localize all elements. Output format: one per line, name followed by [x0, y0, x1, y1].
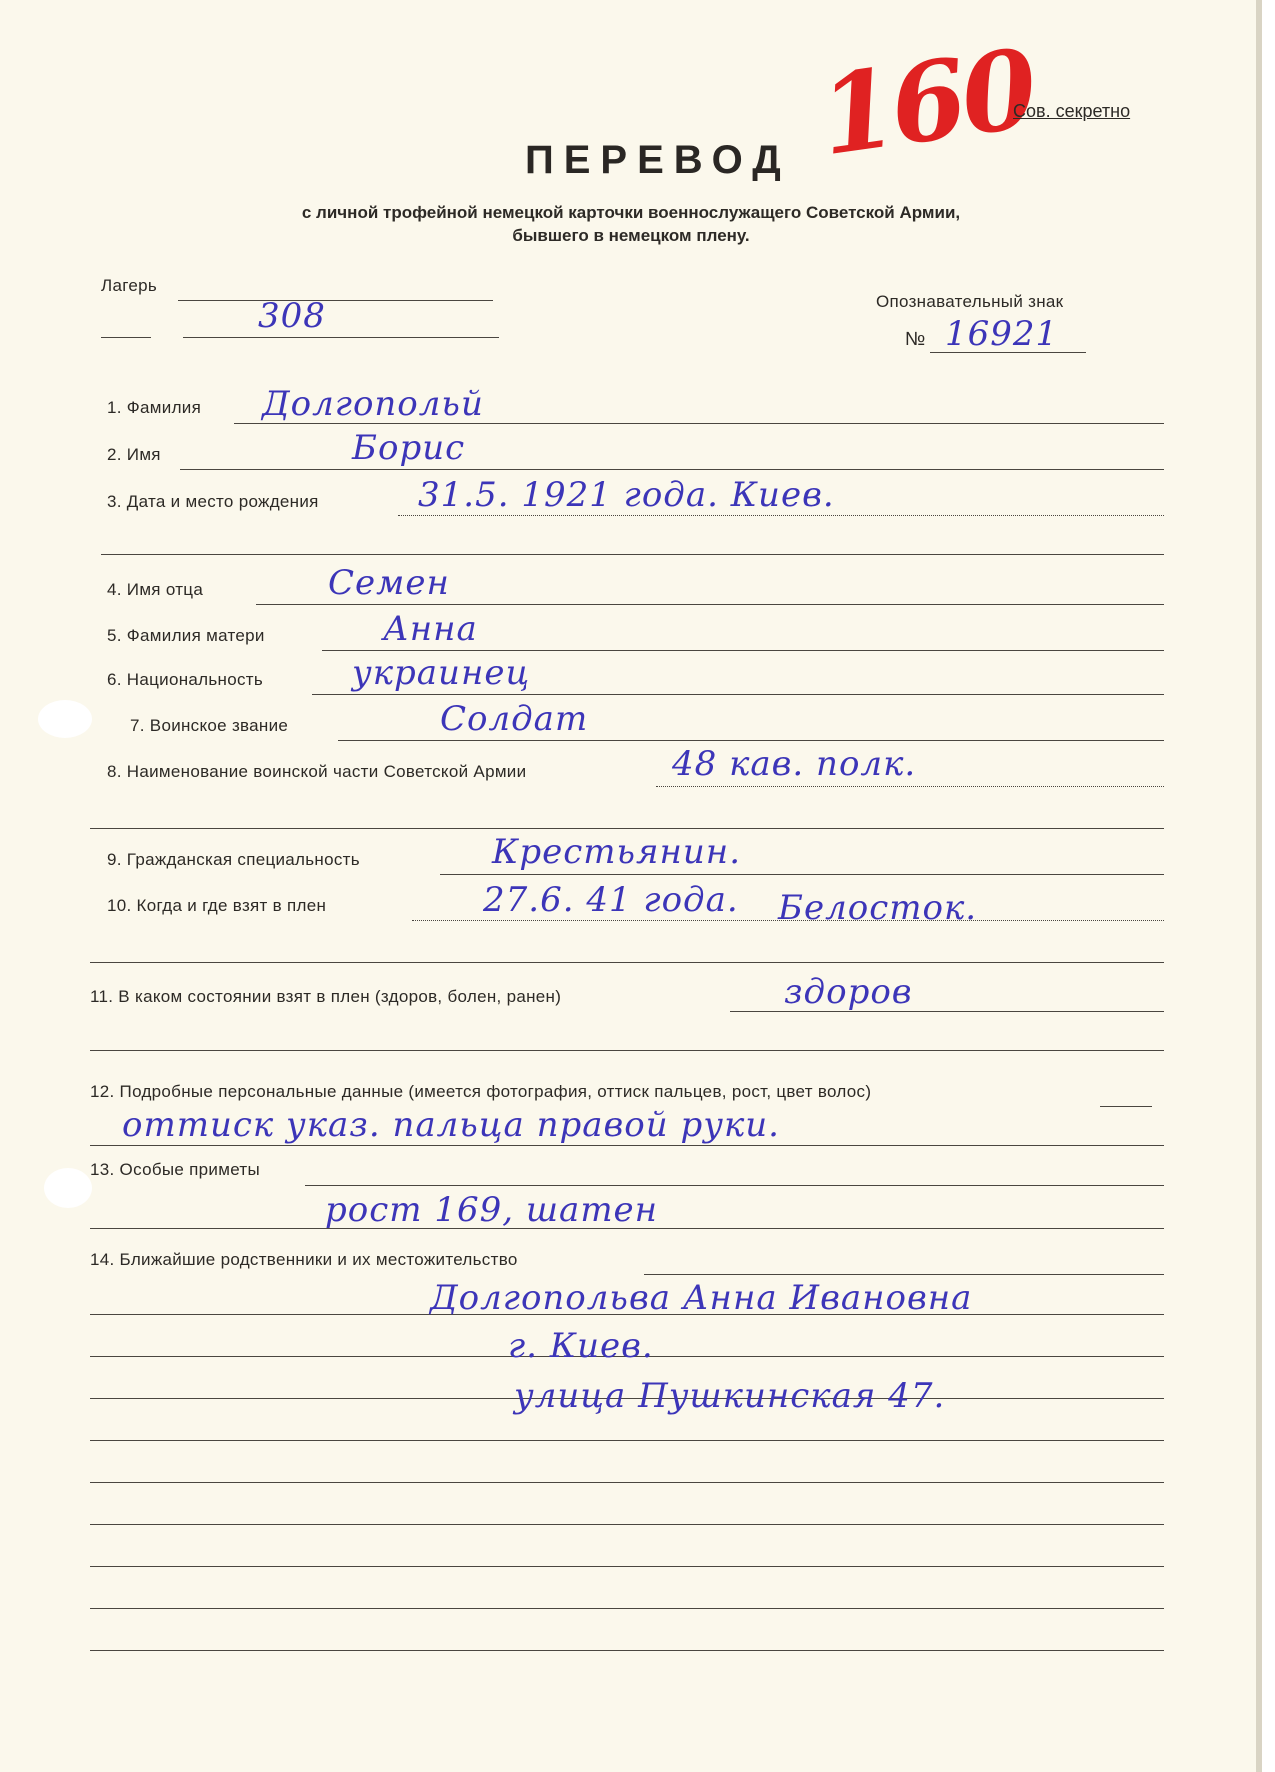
- field-9-value: Крестьянин.: [492, 832, 741, 872]
- field-6-label: 6. Национальность: [107, 670, 264, 689]
- field-14-line-5: [90, 1440, 1164, 1441]
- field-10-label: 10. Когда и где взят в плен: [107, 896, 327, 915]
- field-10-value-date: 27.6. 41 года.: [483, 880, 739, 920]
- field-7-value: Солдат: [440, 699, 589, 739]
- field-10-value-place: Белосток.: [778, 888, 978, 928]
- field-9-line: [440, 874, 1164, 875]
- field-6-line: [312, 694, 1164, 695]
- field-1-label: 1. Фамилия: [107, 398, 202, 417]
- field-8-line-2: [90, 828, 1164, 829]
- field-12-label: 12. Подробные персональные данные (имеется фотография, оттиск пальцев, рост, цвет волос): [90, 1082, 872, 1101]
- subtitle-line-2: бывшего в немецком плену.: [512, 226, 750, 245]
- field-3-line-2: [101, 554, 1164, 555]
- camp-line-2b: [183, 337, 499, 338]
- field-11-value: здоров: [784, 972, 913, 1012]
- field-2-line: [180, 469, 1164, 470]
- field-11-label: 11. В каком состоянии взят в плен (здоров, болен, ранен): [90, 987, 562, 1006]
- field-10-line-2: [90, 962, 1164, 963]
- id-mark-label: Опознавательный знак: [876, 292, 1064, 311]
- field-7-label: 7. Воинское звание: [130, 716, 289, 735]
- subtitle-line-1: с личной трофейной немецкой карточки военнослужащего Советской Армии,: [301, 203, 961, 222]
- field-14-value-line-2: г. Киев.: [508, 1326, 654, 1366]
- field-8-label: 8. Наименование воинской части Советской Армии: [107, 762, 527, 781]
- camp-line-2a: [101, 337, 151, 338]
- field-12-line: [1100, 1106, 1152, 1107]
- red-handwritten-number: 160: [812, 25, 1042, 181]
- field-12-value: оттиск указ. пальца правой руки.: [122, 1105, 780, 1145]
- field-14-line-9: [90, 1608, 1164, 1609]
- field-7-line: [338, 740, 1164, 741]
- field-14-line: [644, 1274, 1164, 1275]
- field-6-value: украинец: [352, 653, 531, 693]
- camp-label: Лагерь: [101, 276, 158, 295]
- field-12-line-2: [90, 1145, 1164, 1146]
- field-3-label: 3. Дата и место рождения: [107, 492, 319, 511]
- field-11-line-2: [90, 1050, 1164, 1051]
- field-5-label: 5. Фамилия матери: [107, 626, 265, 645]
- field-4-value: Семен: [328, 563, 450, 603]
- field-14-value-line-1: Долгопольва Анна Ивановна: [430, 1278, 973, 1318]
- secret-stamp: Сов. секретно: [1013, 101, 1131, 121]
- camp-value: 308: [258, 296, 326, 336]
- field-13-value: рост 169, шатен: [325, 1190, 659, 1230]
- field-8-line: [656, 786, 1164, 787]
- field-13-line: [305, 1185, 1164, 1186]
- id-mark-value: 16921: [945, 314, 1059, 354]
- field-2-value: Борис: [352, 428, 466, 468]
- field-13-label: 13. Особые приметы: [90, 1160, 260, 1179]
- punch-hole-bottom: [44, 1168, 92, 1208]
- field-14-line-7: [90, 1524, 1164, 1525]
- field-5-line: [322, 650, 1164, 651]
- camp-line-1: [178, 300, 493, 301]
- field-14-label: 14. Ближайшие родственники и их местожительство: [90, 1250, 518, 1269]
- field-3-value: 31.5. 1921 года. Киев.: [418, 475, 835, 515]
- id-mark-no-label: №: [905, 329, 926, 350]
- field-14-line-8: [90, 1566, 1164, 1567]
- field-4-label: 4. Имя отца: [107, 580, 204, 599]
- field-14-line-10: [90, 1650, 1164, 1651]
- field-3-line: [398, 515, 1164, 516]
- field-9-label: 9. Гражданская специальность: [107, 850, 360, 869]
- field-14-value-line-3: улица Пушкинская 47.: [514, 1376, 946, 1416]
- field-14-line-6: [90, 1482, 1164, 1483]
- field-1-value: Долгопольй: [262, 384, 484, 424]
- field-5-value: Анна: [383, 609, 478, 649]
- field-8-value: 48 кав. полк.: [672, 744, 917, 784]
- field-2-label: 2. Имя: [107, 445, 161, 464]
- punch-hole-top: [38, 700, 92, 738]
- field-4-line: [256, 604, 1164, 605]
- document-title: ПЕРЕВОД: [525, 138, 791, 182]
